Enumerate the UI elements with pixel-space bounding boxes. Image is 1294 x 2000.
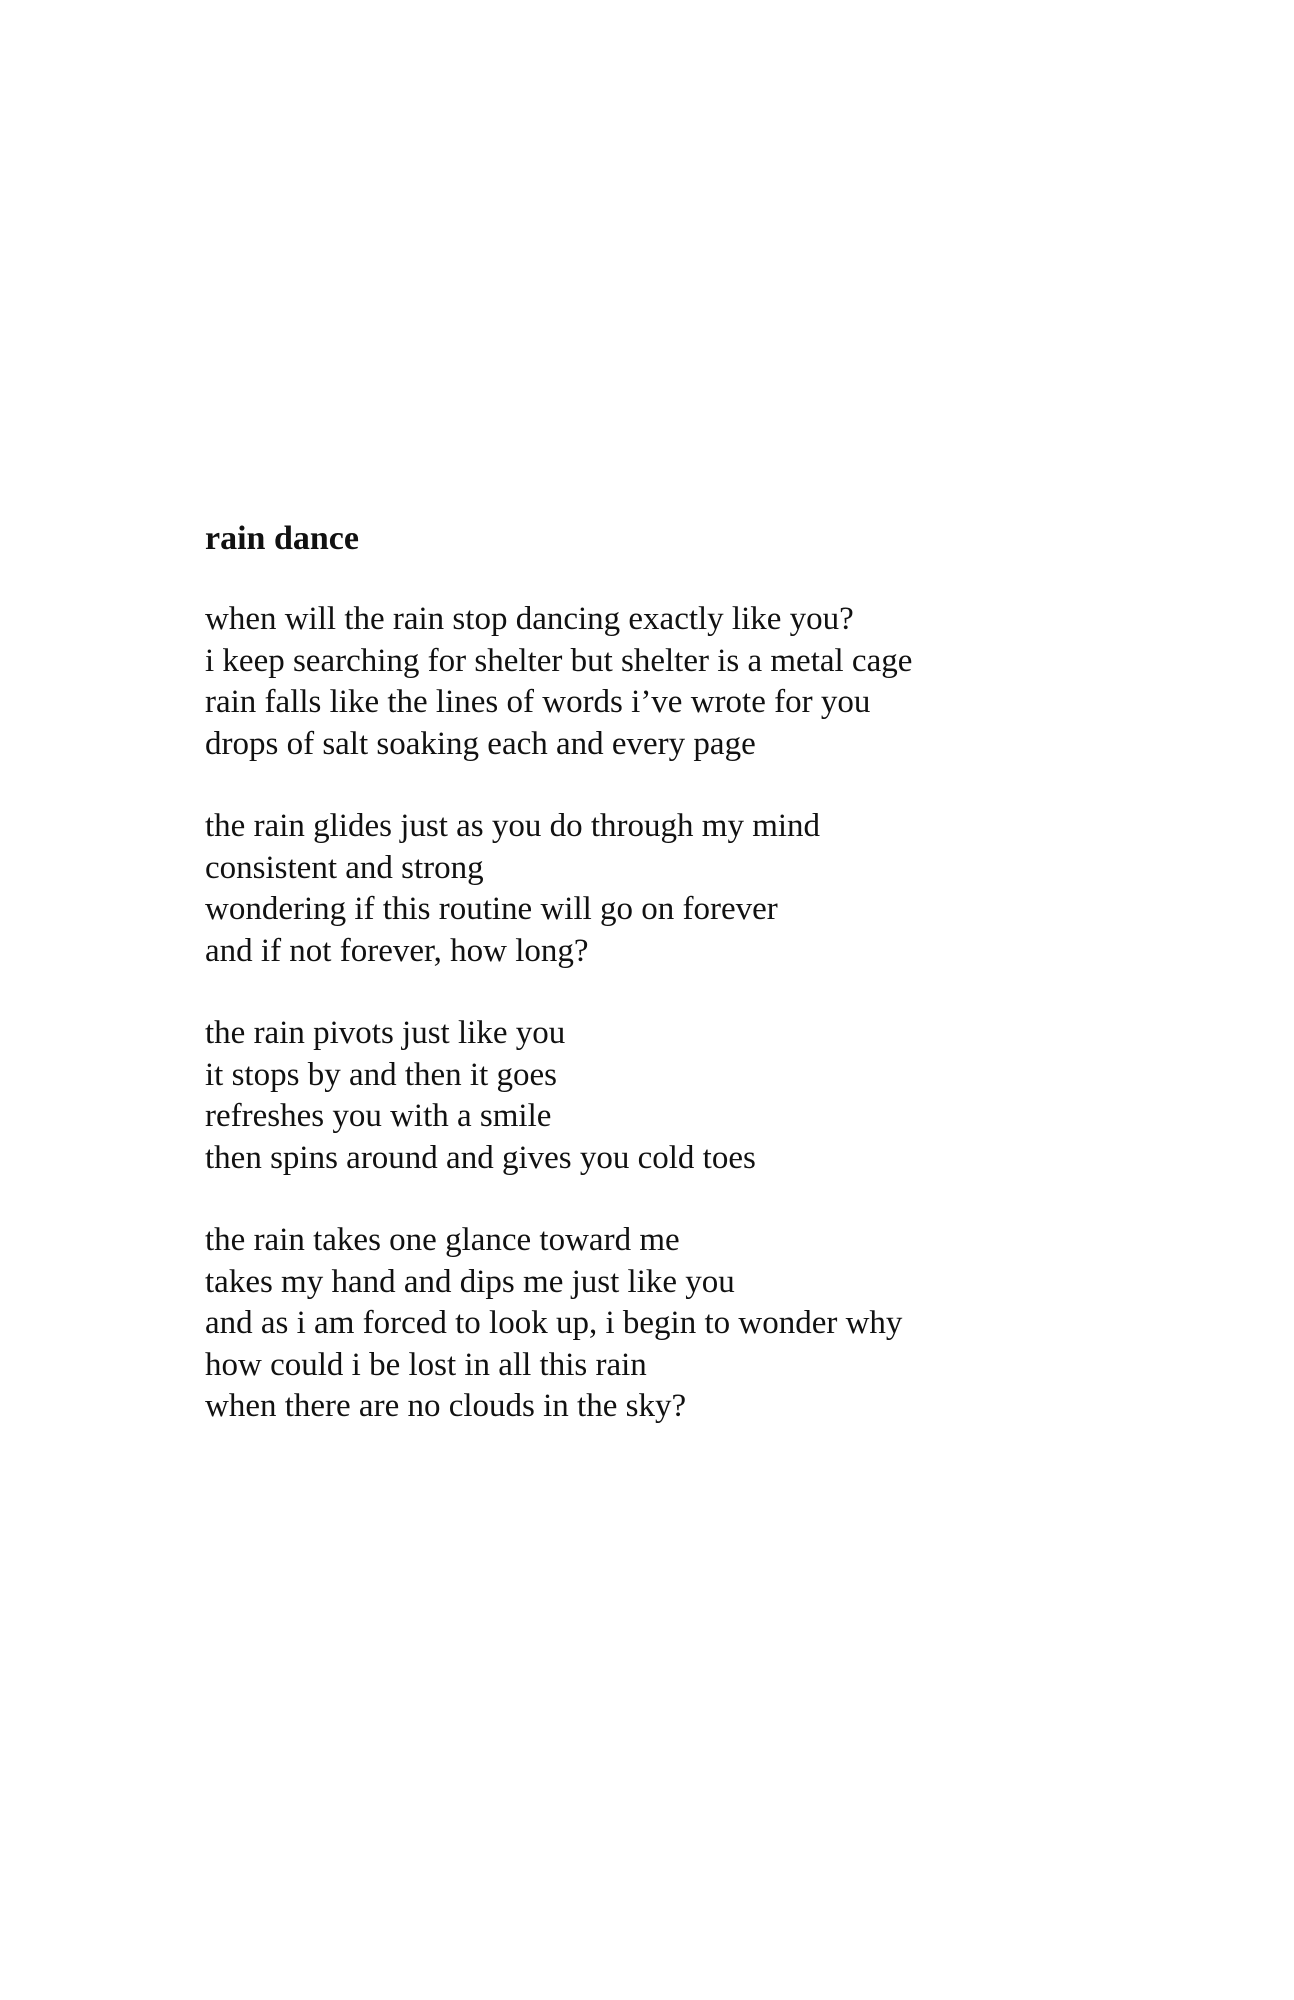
poem-line: refreshes you with a smile (205, 1098, 552, 1134)
poem-line: the rain glides just as you do through my mind (205, 808, 821, 844)
poem-line: wondering if this routine will go on forever (205, 891, 778, 927)
poem-line: it stops by and then it goes (205, 1056, 557, 1093)
poem-line: takes my hand and dips me just like you (205, 1263, 735, 1300)
stanza-1 (205, 599, 1205, 765)
poem-line: how could i be lost in all this rain (205, 1346, 647, 1383)
poem-line: when there are no clouds in the sky? (205, 1388, 687, 1424)
poem-line: rain falls like the lines of words i’ve wrote for you (205, 684, 871, 720)
poem-line: and if not forever, how long? (205, 932, 589, 969)
poem (205, 518, 1205, 1469)
poem-line: the rain takes one glance toward me (205, 1222, 680, 1258)
poem-title: rain dance (205, 520, 359, 557)
poem-line: when will the rain stop dancing exactly like you? (205, 601, 854, 637)
stanza-2 (205, 806, 1205, 972)
stanza-4 (205, 1220, 1205, 1428)
poem-line: and as i am forced to look up, i begin to wonder why (205, 1305, 903, 1341)
poem-line: the rain pivots just like you (205, 1015, 566, 1051)
poem-line: consistent and strong (205, 849, 484, 886)
poem-line: i keep searching for shelter but shelter is a metal cage (205, 642, 913, 679)
poem-line: drops of salt soaking each and every page (205, 725, 756, 762)
stanza-3 (205, 1013, 1205, 1179)
poem-line: then spins around and gives you cold toes (205, 1139, 756, 1176)
